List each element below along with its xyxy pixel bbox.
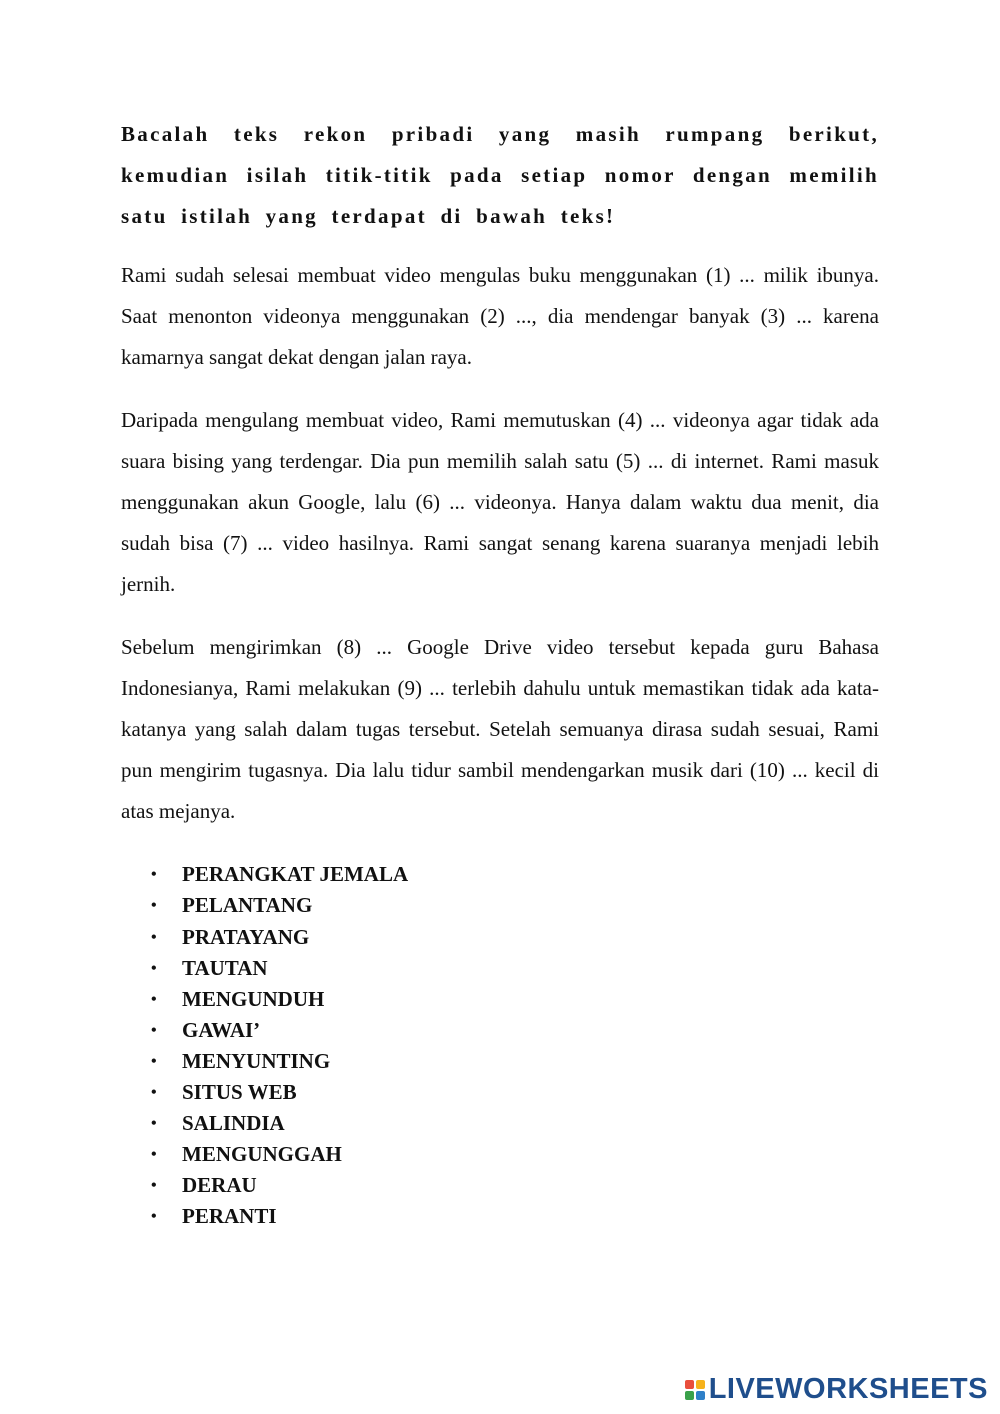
option-label: MENGUNGGAH: [182, 1142, 342, 1167]
option-label: SALINDIA: [182, 1111, 285, 1136]
option-item: [121, 953, 879, 984]
liveworksheets-logo-icon: [685, 1380, 705, 1400]
bullet-icon: •: [151, 1177, 157, 1195]
option-label: PERANTI: [182, 1204, 277, 1229]
option-item: [121, 890, 879, 921]
bullet-icon: •: [151, 1021, 157, 1039]
liveworksheets-logo: [685, 1373, 988, 1406]
paragraph-1: Rami sudah selesai membuat video mengulas buku menggunakan (1) ... milik ibunya. Saat menonton videonya menggunakan (2) ..., dia mendengar banyak (3) ... karena kamarnya sangat dekat dengan jalan raya.: [121, 263, 879, 369]
bullet-icon: •: [151, 928, 157, 946]
option-item: [121, 1077, 879, 1108]
instruction-text: Bacalah teks rekon pribadi yang masih rumpang berikut, kemudian isilah titik-titik pada setiap nomor dengan memilih satu istilah yang terdapat di bawah teks!: [121, 122, 879, 228]
bullet-icon: •: [151, 1208, 157, 1226]
paragraph-3: Sebelum mengirimkan (8) ... Google Drive video tersebut kepada guru Bahasa Indonesianya, Rami melakukan (9) ... terlebih dahulu untuk memastikan tidak ada kata-katanya yang salah dalam tugas tersebut. Setelah semuanya dirasa sudah sesuai, Rami pun mengirim tugasnya. Dia lalu tidur sambil mendengarkan musik dari (10) ... kecil di atas mejanya.: [121, 635, 879, 823]
option-label: PRATAYANG: [182, 924, 310, 949]
option-item: [121, 1108, 879, 1139]
option-item: [121, 1015, 879, 1046]
bullet-icon: •: [151, 1052, 157, 1070]
option-item: [121, 1170, 879, 1201]
bullet-icon: •: [151, 897, 157, 915]
option-item: [121, 1201, 879, 1232]
bullet-icon: •: [151, 1115, 157, 1133]
bullet-icon: •: [151, 1146, 157, 1164]
bullet-icon: •: [151, 959, 157, 977]
worksheet-page: [121, 114, 879, 1232]
option-label: MENYUNTING: [182, 1048, 331, 1073]
option-item: [121, 859, 879, 890]
option-item: [121, 1139, 879, 1170]
option-label: DERAU: [182, 1173, 257, 1198]
bullet-icon: •: [151, 1084, 157, 1102]
answer-options-list: [121, 859, 879, 1232]
option-label: PELANTANG: [182, 893, 313, 918]
option-label: TAUTAN: [182, 955, 268, 980]
option-label: GAWAI’: [182, 1017, 261, 1042]
logo-tile: [685, 1380, 694, 1389]
logo-tile: [696, 1391, 705, 1400]
logo-tile: [685, 1391, 694, 1400]
bullet-icon: •: [151, 866, 157, 884]
option-label: SITUS WEB: [182, 1080, 297, 1105]
bullet-icon: •: [151, 990, 157, 1008]
option-label: PERANGKAT JEMALA: [182, 862, 409, 887]
paragraph-2: Daripada mengulang membuat video, Rami memutuskan (4) ... videonya agar tidak ada suara bising yang terdengar. Dia pun memilih salah satu (5) ... di internet. Rami masuk menggunakan akun Google, lalu (6) ... videonya. Hanya dalam waktu dua menit, dia sudah bisa (7) ... video hasilnya. Rami sangat senang karena suaranya menjadi lebih jernih.: [121, 408, 879, 596]
logo-tile: [696, 1380, 705, 1389]
option-label: MENGUNDUH: [182, 986, 325, 1011]
option-item: [121, 1046, 879, 1077]
option-item: [121, 984, 879, 1015]
option-item: [121, 922, 879, 953]
logo-text: LIVEWORKSHEETS: [708, 1373, 988, 1405]
